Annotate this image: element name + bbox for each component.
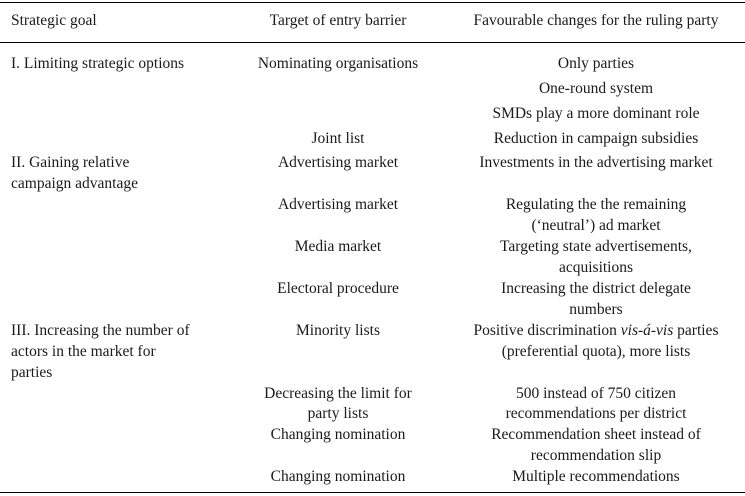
change-cell: Multiple recommendations	[512, 468, 680, 485]
header-target-of-entry-barrier: Target of entry barrier	[269, 12, 407, 29]
change-cell: One-round system	[538, 80, 654, 97]
target-cell: party lists	[307, 405, 369, 422]
target-cell: Decreasing the limit for	[264, 385, 412, 402]
target-cell: Minority lists	[296, 322, 380, 339]
change-cell: numbers	[569, 301, 623, 318]
target-cell: Nominating organisations	[257, 55, 419, 72]
target-cell: Changing nomination	[270, 426, 406, 443]
table-top-rule	[0, 2, 745, 3]
header-rule	[0, 42, 745, 43]
header-favourable-changes: Favourable changes for the ruling party	[473, 12, 719, 29]
goal-cell: III. Increasing the number of	[11, 322, 190, 339]
change-cell: Increasing the district delegate	[501, 280, 691, 297]
change-cell: Only parties	[557, 55, 635, 72]
target-cell: Media market	[294, 238, 382, 255]
target-cell: Electoral procedure	[277, 280, 399, 297]
change-cell: Regulating the the remaining	[505, 196, 687, 213]
change-cell: Investments in the advertising market	[479, 154, 713, 171]
goal-cell: II. Gaining relative	[11, 154, 130, 171]
table-bottom-rule	[0, 492, 745, 493]
target-cell: Advertising market	[277, 196, 399, 213]
goal-cell: I. Limiting strategic options	[11, 55, 185, 72]
change-cell: recommendation slip	[530, 447, 662, 464]
target-cell: Joint list	[311, 130, 365, 147]
header-strategic-goal: Strategic goal	[11, 12, 97, 29]
change-cell: SMDs play a more dominant role	[492, 105, 700, 122]
change-text: Positive discrimination	[473, 322, 621, 339]
change-cell: (‘neutral’) ad market	[531, 217, 661, 234]
target-cell: Advertising market	[277, 154, 399, 171]
change-cell: (preferential quota), more lists	[501, 343, 691, 360]
change-text: parties	[673, 322, 719, 339]
target-cell: Changing nomination	[270, 468, 406, 485]
change-cell: Reduction in campaign subsidies	[493, 130, 699, 147]
goal-cell: actors in the market for	[11, 343, 156, 360]
change-cell: recommendations per district	[505, 405, 687, 422]
change-italic-text: vis-á-vis	[620, 322, 674, 339]
change-cell: Targeting state advertisements,	[500, 238, 692, 255]
change-cell: 500 instead of 750 citizen	[515, 385, 677, 402]
change-cell: Recommendation sheet instead of	[491, 426, 701, 443]
goal-cell: campaign advantage	[11, 175, 138, 192]
goal-cell: parties	[11, 364, 53, 381]
change-cell	[449, 320, 743, 341]
change-cell: acquisitions	[558, 259, 634, 276]
